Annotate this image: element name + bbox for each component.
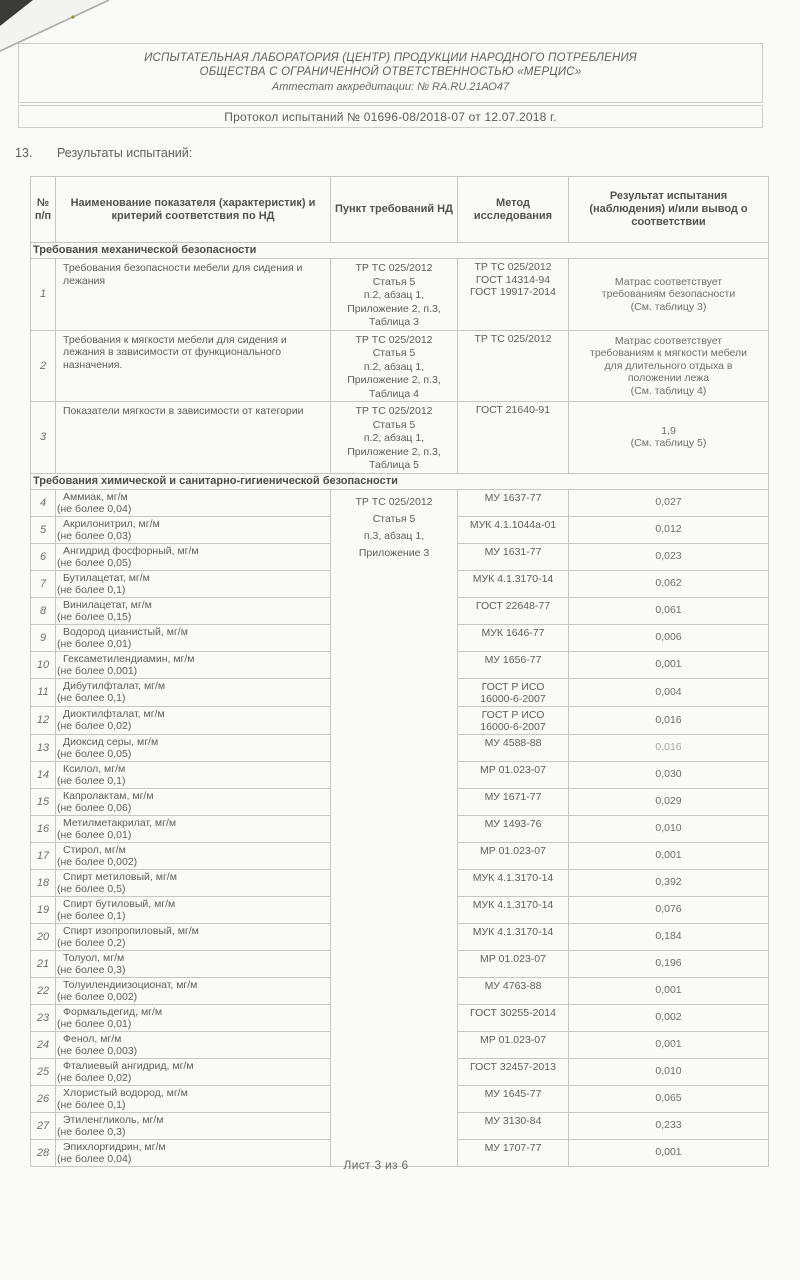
- row-number: 13: [31, 734, 56, 761]
- test-result: 0,061: [569, 597, 769, 624]
- row-number: 20: [31, 923, 56, 950]
- test-result: 0,001: [569, 977, 769, 1004]
- test-method: МР 01.023-07: [458, 950, 569, 977]
- table-row: [31, 330, 769, 402]
- row-number: 17: [31, 842, 56, 869]
- protocol-box: [18, 105, 763, 128]
- indicator-name: Требования к мягкости мебели для сидения и лежания в зависимости от функционального назначения.: [56, 330, 331, 402]
- row-number: 7: [31, 570, 56, 597]
- test-method: МУ 3130-84: [458, 1112, 569, 1139]
- row-number: 12: [31, 706, 56, 734]
- row-number: 2: [31, 330, 56, 402]
- test-method: МУ 1493-76: [458, 815, 569, 842]
- indicator-name: Винилацетат, мг/м (не более 0,15): [56, 597, 331, 624]
- test-method: МР 01.023-07: [458, 1031, 569, 1058]
- section-label: Требования механической безопасности: [31, 243, 769, 259]
- test-result: 0,016: [569, 706, 769, 734]
- org-name-line2: ОБЩЕСТВА С ОГРАНИЧЕННОЙ ОТВЕТСТВЕННОСТЬЮ «МЕРЦИС»: [199, 65, 582, 78]
- test-method: МУ 4763-88: [458, 977, 569, 1004]
- indicator-name: Хлористый водород, мг/м (не более 0,1): [56, 1085, 331, 1112]
- test-result: 0,001: [569, 842, 769, 869]
- row-number: 5: [31, 516, 56, 543]
- indicator-name: Спирт метиловый, мг/м (не более 0,5): [56, 869, 331, 896]
- row-number: 27: [31, 1112, 56, 1139]
- test-method: ГОСТ 30255-2014: [458, 1004, 569, 1031]
- column-header-requirement: Пункт требований НД: [331, 177, 458, 243]
- column-header-indicator: Наименование показателя (характеристик) и критерий соответствия по НД: [56, 177, 331, 243]
- indicator-name: Эпихлоргидрин, мг/м (не более 0,04): [56, 1139, 331, 1166]
- table-row: [31, 243, 769, 259]
- test-result: 0,001: [569, 1139, 769, 1166]
- test-result: 0,002: [569, 1004, 769, 1031]
- test-method: ГОСТ 22648-77: [458, 597, 569, 624]
- test-method: ГОСТ 21640-91: [458, 402, 569, 474]
- test-method: МУК 1646-77: [458, 624, 569, 651]
- protocol-line: Протокол испытаний № 01696-08/2018-07 от 12.07.2018 г.: [224, 109, 557, 124]
- row-number: 23: [31, 1004, 56, 1031]
- indicator-name: Бутилацетат, мг/м (не более 0,1): [56, 570, 331, 597]
- row-number: 25: [31, 1058, 56, 1085]
- test-result: 0,029: [569, 788, 769, 815]
- test-method: МУК 4.1.3170-14: [458, 570, 569, 597]
- test-method: МУК 4.1.3170-14: [458, 923, 569, 950]
- test-result: 0,001: [569, 1031, 769, 1058]
- org-name-line1: ИСПЫТАТЕЛЬНАЯ ЛАБОРАТОРИЯ (ЦЕНТР) ПРОДУКЦИИ НАРОДНОГО ПОТРЕБЛЕНИЯ: [144, 52, 637, 64]
- indicator-name: Аммиак, мг/м (не более 0,04): [56, 489, 331, 516]
- indicator-name: Показатели мягкости в зависимости от категории: [56, 402, 331, 474]
- row-number: 4: [31, 489, 56, 516]
- row-number: 3: [31, 402, 56, 474]
- row-number: 28: [31, 1139, 56, 1166]
- test-result: 0,023: [569, 543, 769, 570]
- indicator-name: Метилметакрилат, мг/м (не более 0,01): [56, 815, 331, 842]
- indicator-name: Диоксид серы, мг/м (не более 0,05): [56, 734, 331, 761]
- indicator-name: Толуилендиизоционат, мг/м (не более 0,002): [56, 977, 331, 1004]
- test-method: МР 01.023-07: [458, 842, 569, 869]
- accreditation-line: Аттестат аккредитации: № RA.RU.21АО47: [271, 81, 510, 93]
- test-result: 0,196: [569, 950, 769, 977]
- test-result: 0,016: [569, 734, 769, 761]
- row-number: 22: [31, 977, 56, 1004]
- indicator-name: Ангидрид фосфорный, мг/м (не более 0,05): [56, 543, 331, 570]
- test-method: МР 01.023-07: [458, 761, 569, 788]
- row-number: 6: [31, 543, 56, 570]
- row-number: 21: [31, 950, 56, 977]
- test-method: МУ 1671-77: [458, 788, 569, 815]
- test-result: 0,001: [569, 651, 769, 678]
- test-method: ГОСТ Р ИСО 16000-6-2007: [458, 706, 569, 734]
- test-method: МУ 1645-77: [458, 1085, 569, 1112]
- results-table-body: [31, 243, 769, 1167]
- requirement-clause: ТР ТС 025/2012 Статья 5 п.2, абзац 1, Приложение 2, п.3, Таблица 5: [331, 402, 458, 474]
- test-result: 0,184: [569, 923, 769, 950]
- test-result: 0,065: [569, 1085, 769, 1112]
- column-header-num: № п/п: [31, 177, 56, 243]
- requirement-clause: ТР ТС 025/2012 Статья 5 п.3, абзац 1, Приложение 3: [331, 489, 458, 1166]
- requirement-clause: ТР ТС 025/2012 Статья 5 п.2, абзац 1, Приложение 2, п.3, Таблица 3: [331, 259, 458, 331]
- table-row: [31, 473, 769, 489]
- indicator-name: Спирт бутиловый, мг/м (не более 0,1): [56, 896, 331, 923]
- test-result: 0,062: [569, 570, 769, 597]
- indicator-name: Акрилонитрил, мг/м (не более 0,03): [56, 516, 331, 543]
- test-result: 0,004: [569, 678, 769, 706]
- row-number: 11: [31, 678, 56, 706]
- indicator-name: Капролактам, мг/м (не более 0,06): [56, 788, 331, 815]
- section-number: 13.: [15, 146, 33, 160]
- indicator-name: Спирт изопропиловый, мг/м (не более 0,2): [56, 923, 331, 950]
- test-result: 0,233: [569, 1112, 769, 1139]
- indicator-name: Ксилол, мг/м (не более 0,1): [56, 761, 331, 788]
- test-result: 0,027: [569, 489, 769, 516]
- section-title: Результаты испытаний:: [57, 146, 193, 160]
- test-result: 1,9 (См. таблицу 5): [569, 402, 769, 474]
- test-result: Матрас соответствует требованиям безопасности (См. таблицу 3): [569, 259, 769, 331]
- row-number: 15: [31, 788, 56, 815]
- indicator-name: Толуол, мг/м (не более 0,3): [56, 950, 331, 977]
- row-number: 24: [31, 1031, 56, 1058]
- test-method: МУ 1637-77: [458, 489, 569, 516]
- table-row: [31, 489, 769, 516]
- results-table: [30, 176, 769, 1167]
- test-result: 0,012: [569, 516, 769, 543]
- indicator-name: Гексаметилендиамин, мг/м (не более 0,001): [56, 651, 331, 678]
- indicator-name: Дибутилфталат, мг/м (не более 0,1): [56, 678, 331, 706]
- test-method: МУ 4588-88: [458, 734, 569, 761]
- indicator-name: Стирол, мг/м (не более 0,002): [56, 842, 331, 869]
- row-number: 14: [31, 761, 56, 788]
- column-header-result: Результат испытания (наблюдения) и/или вывод о соответствии: [569, 177, 769, 243]
- requirement-clause: ТР ТС 025/2012 Статья 5 п.2, абзац 1, Приложение 2, п.3, Таблица 4: [331, 330, 458, 402]
- row-number: 16: [31, 815, 56, 842]
- test-result: 0,076: [569, 896, 769, 923]
- row-number: 26: [31, 1085, 56, 1112]
- org-header-box: [18, 43, 763, 103]
- test-method: МУК 4.1.1044а-01: [458, 516, 569, 543]
- section-label: Требования химической и санитарно-гигиенической безопасности: [31, 473, 769, 489]
- test-method: МУК 4.1.3170-14: [458, 896, 569, 923]
- indicator-name: Требования безопасности мебели для сидения и лежания: [56, 259, 331, 331]
- page-footer: Лист 3 из 6: [343, 1158, 409, 1172]
- test-result: Матрас соответствует требованиям к мягкости мебели для длительного отдыха в положении лежа (См. таблицу 4): [569, 330, 769, 402]
- test-method: МУ 1631-77: [458, 543, 569, 570]
- test-method: МУ 1707-77: [458, 1139, 569, 1166]
- table-row: [31, 259, 769, 331]
- test-result: 0,006: [569, 624, 769, 651]
- indicator-name: Этиленгликоль, мг/м (не более 0,3): [56, 1112, 331, 1139]
- row-number: 10: [31, 651, 56, 678]
- test-method: ТР ТС 025/2012 ГОСТ 14314-94 ГОСТ 19917-2014: [458, 259, 569, 331]
- row-number: 8: [31, 597, 56, 624]
- indicator-name: Фталиевый ангидрид, мг/м (не более 0,02): [56, 1058, 331, 1085]
- indicator-name: Диоктилфталат, мг/м (не более 0,02): [56, 706, 331, 734]
- column-header-method: Метод исследования: [458, 177, 569, 243]
- results-section-heading: [15, 146, 192, 160]
- row-number: 19: [31, 896, 56, 923]
- indicator-name: Водород цианистый, мг/м (не более 0,01): [56, 624, 331, 651]
- test-method: ГОСТ 32457-2013: [458, 1058, 569, 1085]
- table-row: [31, 402, 769, 474]
- row-number: 18: [31, 869, 56, 896]
- test-result: 0,030: [569, 761, 769, 788]
- indicator-name: Фенол, мг/м (не более 0,003): [56, 1031, 331, 1058]
- test-method: ТР ТС 025/2012: [458, 330, 569, 402]
- indicator-name: Формальдегид, мг/м (не более 0,01): [56, 1004, 331, 1031]
- test-result: 0,010: [569, 1058, 769, 1085]
- table-header-row: [31, 177, 769, 243]
- test-result: 0,392: [569, 869, 769, 896]
- test-method: ГОСТ Р ИСО 16000-6-2007: [458, 678, 569, 706]
- test-result: 0,010: [569, 815, 769, 842]
- row-number: 9: [31, 624, 56, 651]
- test-method: МУК 4.1.3170-14: [458, 869, 569, 896]
- test-method: МУ 1656-77: [458, 651, 569, 678]
- row-number: 1: [31, 259, 56, 331]
